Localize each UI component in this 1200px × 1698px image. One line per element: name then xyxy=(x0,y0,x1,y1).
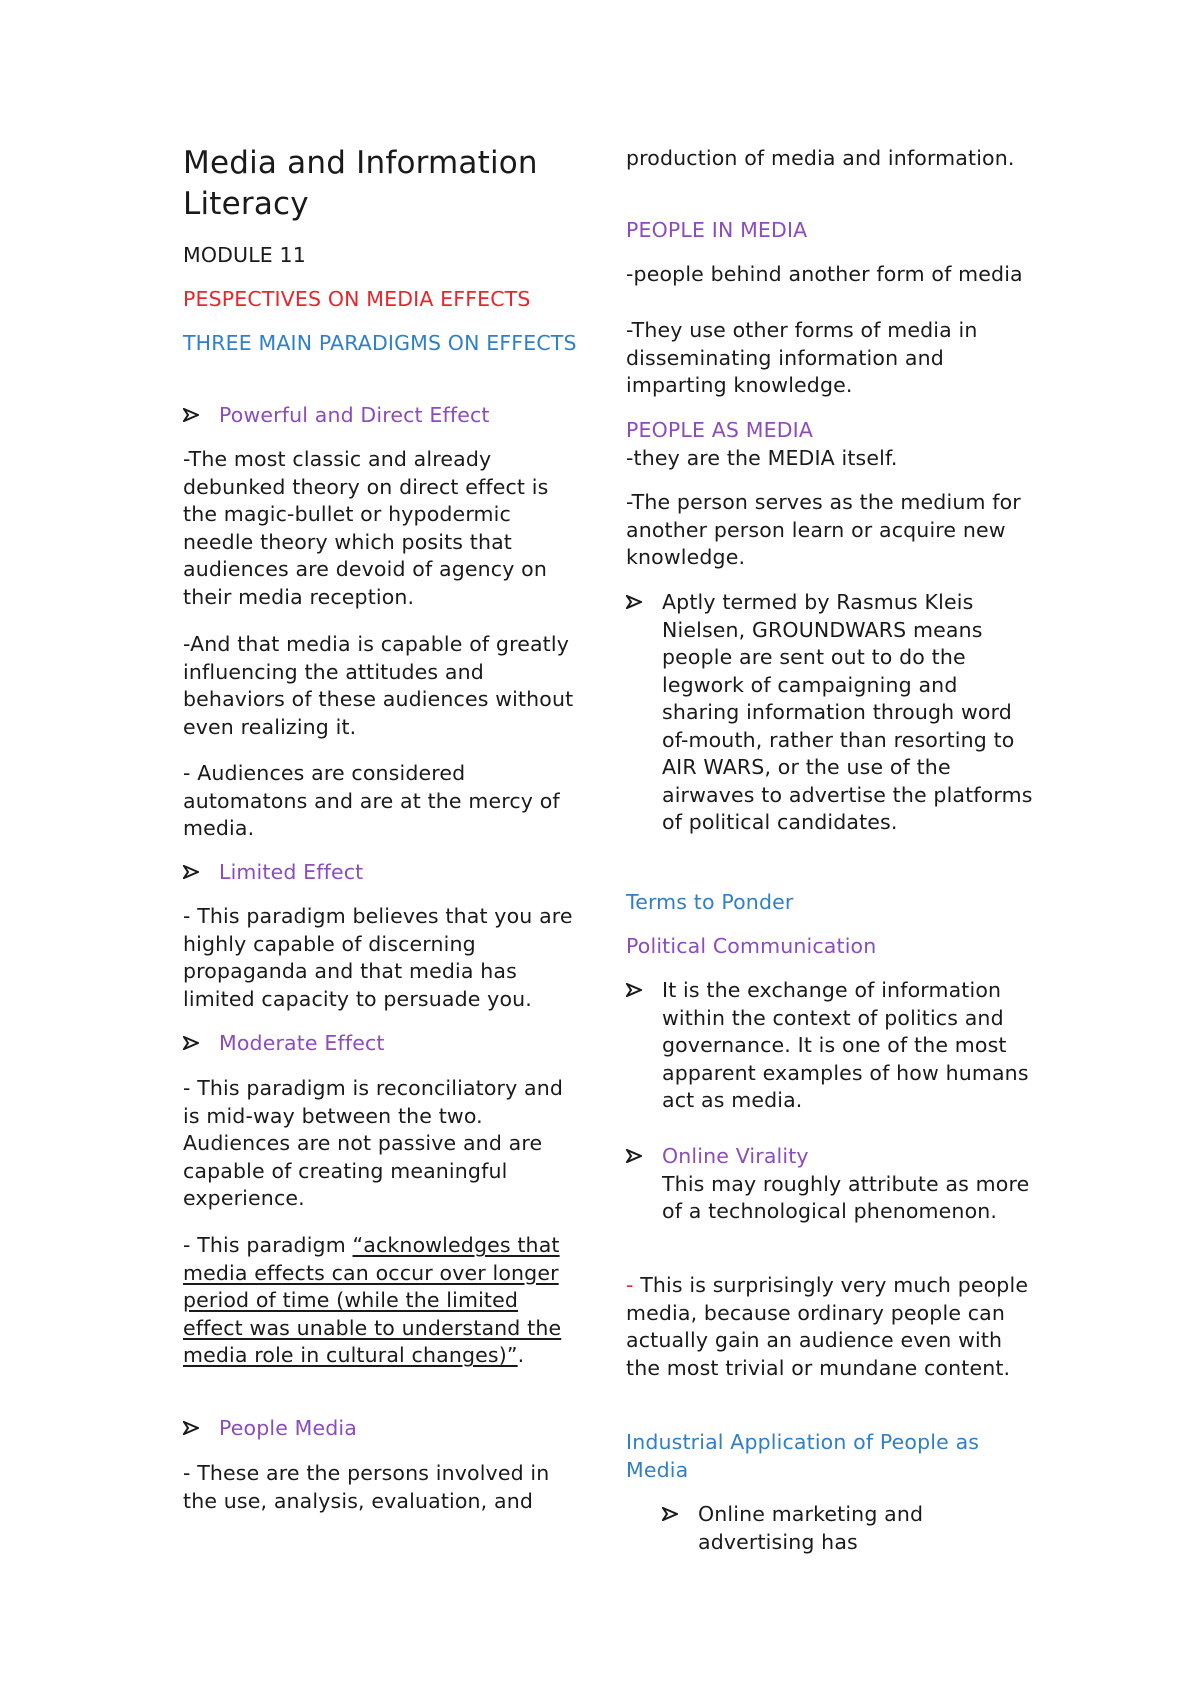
people-as-media-heading: PEOPLE AS MEDIA xyxy=(626,418,814,442)
powerful-effect-paragraph-1: -The most classic and already debunked theory on direct effect is the magic-bullet or hypodermic needle theory which posits that audiences are devoid of agency on their media reception. xyxy=(183,447,549,609)
perspectives-heading: PESPECTIVES ON MEDIA EFFECTS xyxy=(183,287,531,311)
powerful-effect-item xyxy=(183,402,583,430)
arrowhead-bullet-icon xyxy=(183,1415,219,1443)
people-media-label: People Media xyxy=(219,1416,357,1440)
online-virality-note xyxy=(626,1272,1036,1382)
online-virality-label: Online Virality xyxy=(662,1144,809,1168)
note-dash: - xyxy=(626,1273,641,1297)
limited-effect-item xyxy=(183,859,583,887)
arrowhead-bullet-icon xyxy=(183,1030,219,1058)
terms-to-ponder-heading: Terms to Ponder xyxy=(626,890,794,914)
political-communication-heading: Political Communication xyxy=(626,934,877,958)
paradigms-heading: THREE MAIN PARADIGMS ON EFFECTS xyxy=(183,331,577,355)
people-media-paragraph: - These are the persons involved in the use, analysis, evaluation, and xyxy=(183,1461,550,1513)
people-as-media-paragraph-2: -The person serves as the medium for another person learn or acquire new knowledge. xyxy=(626,490,1021,569)
document-title: Media and Information Literacy xyxy=(183,145,538,222)
arrowhead-bullet-icon xyxy=(626,589,662,837)
powerful-effect-paragraph-2: -And that media is capable of greatly influencing the attitudes and behaviors of these audiences without even realizing it. xyxy=(183,632,574,739)
online-virality-item xyxy=(626,1143,1036,1226)
moderate-effect-paragraph-2 xyxy=(183,1232,583,1370)
note-text: This is surprisingly very much people media, because ordinary people can actually gain an audience even with the most trivial or mundane content. xyxy=(626,1273,1029,1380)
political-communication-text: It is the exchange of information within the context of politics and governance. It is one of the most apparent examples of how humans act as media. xyxy=(662,978,1029,1112)
powerful-effect-paragraph-3: - Audiences are considered automatons and are at the mercy of media. xyxy=(183,761,560,840)
moderate-quote: “acknowledges that media effects can occur over longer period of time (while the limited effect was unable to understand the media role in cultural changes)” xyxy=(183,1233,562,1367)
online-virality-text: This may roughly attribute as more of a technological phenomenon. xyxy=(662,1171,1030,1223)
moderate-effect-item xyxy=(183,1030,583,1058)
groundwars-text: Aptly termed by Rasmus Kleis Nielsen, GROUNDWARS means people are sent out to do the legwork of campaigning and sharing information through word of-mouth, rather than resorting to AIR WARS, or the use of the airwaves to advertise the platforms of political candidates. xyxy=(662,590,1033,834)
political-communication-item xyxy=(626,977,1036,1115)
people-in-media-paragraph-1: -people behind another form of media xyxy=(626,262,1023,286)
arrowhead-bullet-icon xyxy=(183,859,219,887)
arrowhead-bullet-icon xyxy=(626,1143,662,1226)
people-in-media-paragraph-2: -They use other forms of media in disseminating information and imparting knowledge. xyxy=(626,318,978,397)
groundwars-item xyxy=(626,589,1036,837)
people-as-media-paragraph-1: -they are the MEDIA itself. xyxy=(626,446,898,470)
limited-effect-paragraph: - This paradigm believes that you are highly capable of discerning propaganda and that media has limited capacity to persuade you. xyxy=(183,904,573,1011)
powerful-effect-label: Powerful and Direct Effect xyxy=(219,403,490,427)
module-label: MODULE 11 xyxy=(183,243,306,267)
online-marketing-text: Online marketing and advertising has xyxy=(698,1502,924,1554)
moderate-effect-paragraph-1: - This paradigm is reconciliatory and is mid-way between the two. Audiences are not passive and are capable of creating meaningful experience. xyxy=(183,1076,564,1210)
limited-effect-label: Limited Effect xyxy=(219,860,364,884)
people-in-media-heading: PEOPLE IN MEDIA xyxy=(626,218,808,242)
continuation-paragraph: production of media and information. xyxy=(626,146,1015,170)
moderate-effect-label: Moderate Effect xyxy=(219,1031,385,1055)
online-marketing-item xyxy=(662,1501,1036,1556)
moderate-quote-tail: . xyxy=(517,1343,525,1367)
arrowhead-bullet-icon xyxy=(626,977,662,1115)
moderate-quote-lead: - This paradigm xyxy=(183,1233,353,1257)
industrial-application-heading: Industrial Application of People as Media xyxy=(626,1430,980,1482)
arrowhead-bullet-icon xyxy=(662,1501,698,1556)
people-media-item xyxy=(183,1415,583,1443)
arrowhead-bullet-icon xyxy=(183,402,219,430)
